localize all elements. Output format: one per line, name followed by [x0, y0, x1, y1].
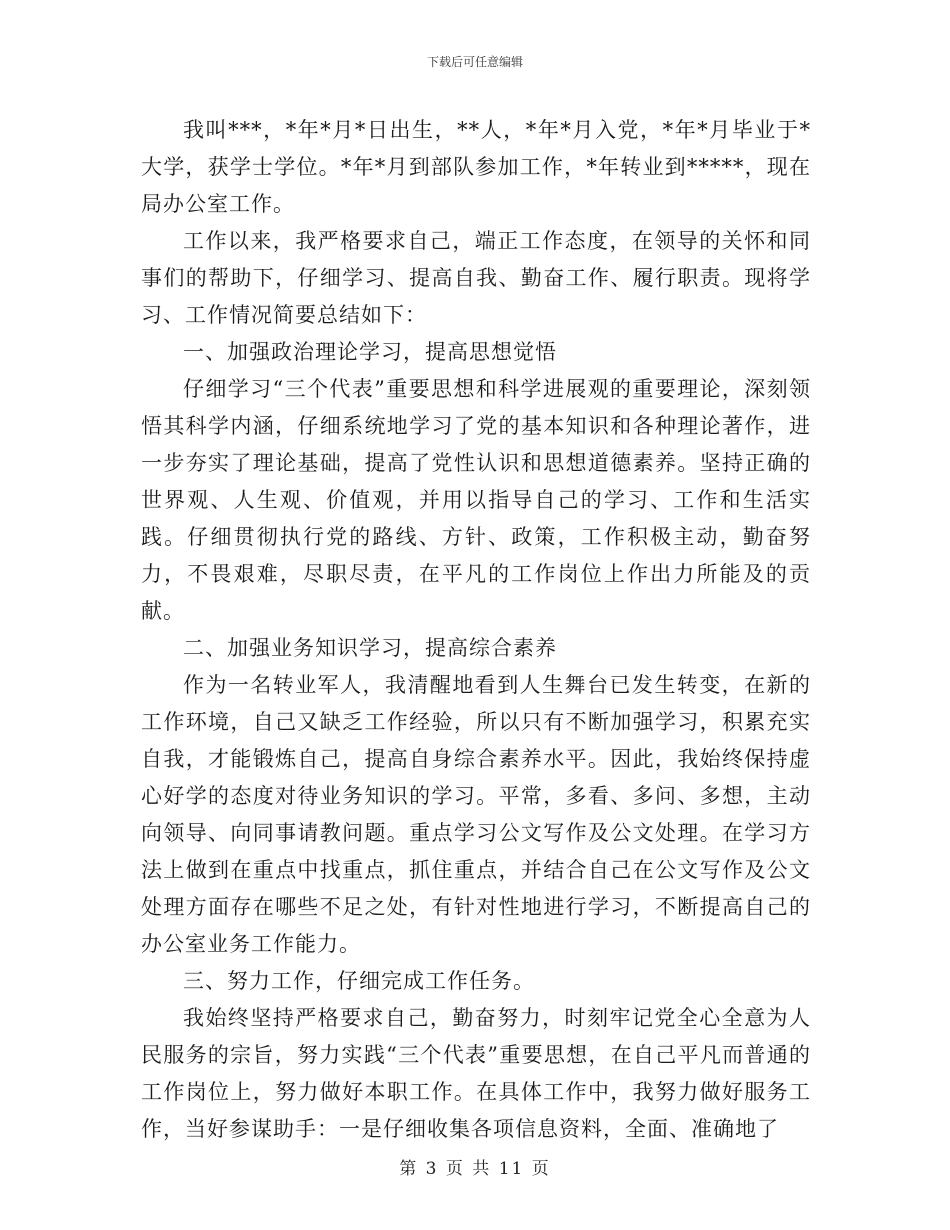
paragraph-section-3: 我始终坚持严格要求自己，勤奋努力，时刻牢记党全心全意为人民服务的宗旨，努力实践“三个代表”重要思想，在自己平凡而普通的工作岗位上，努力做好本职工作。在具体工作中，我努力做好服务工作，当好参谋助手：一是仔细收集各项信息资料，全面、准确地了 [141, 1006, 811, 1141]
page-footer: 第 3 页 共 11 页 [399, 1159, 551, 1179]
section-heading-1: 一、加强政治理论学习，提高思想觉悟 [183, 340, 557, 364]
paragraph-intro: 我叫***，*年*月*日出生，**人，*年*月入党，*年*月毕业于*大学，获学士学位。*年*月到部队参加工作，*年转业到*****，现在局办公室工作。 [141, 118, 811, 216]
paragraph-section-1: 仔细学习“三个代表”重要思想和科学进展观的重要理论，深刻领悟其科学内涵，仔细系统地学习了党的基本知识和各种理论著作，进一步夯实了理论基础，提高了党性认识和思想道德素养。坚持正确的世界观、人生观、价值观，并用以指导自己的学习、工作和生活实践。仔细贯彻执行党的路线、方针、政策，工作积极主动，勤奋努力，不畏艰难，尽职尽责，在平凡的工作岗位上作出力所能及的贡献。 [141, 377, 811, 623]
paragraph-section-2: 作为一名转业军人，我清醒地看到人生舞台已发生转变，在新的工作环境，自己又缺乏工作经验，所以只有不断加强学习，积累充实自我，才能锻炼自己，提高自身综合素养水平。因此，我始终保持虚心好学的态度对待业务知识的学习。平常，多看、多问、多想，主动向领导、向同事请教问题。重点学习公文写作及公文处理。在学习方法上做到在重点中找重点，抓住重点，并结合自己在公文写作及公文处理方面存在哪些不足之处，有针对性地进行学习，不断提高自己的办公室业务工作能力。 [141, 673, 811, 956]
section-heading-2: 二、加强业务知识学习，提高综合素养 [183, 636, 557, 660]
section-heading-3: 三、努力工作，仔细完成工作任务。 [183, 969, 535, 993]
document-body [141, 112, 811, 1148]
page-header: 下载后可任意编辑 [426, 55, 523, 69]
paragraph-summary-intro: 工作以来，我严格要求自己，端正工作态度，在领导的关怀和同事们的帮助下，仔细学习、提高自我、勤奋工作、履行职责。现将学习、工作情况简要总结如下： [141, 229, 811, 327]
